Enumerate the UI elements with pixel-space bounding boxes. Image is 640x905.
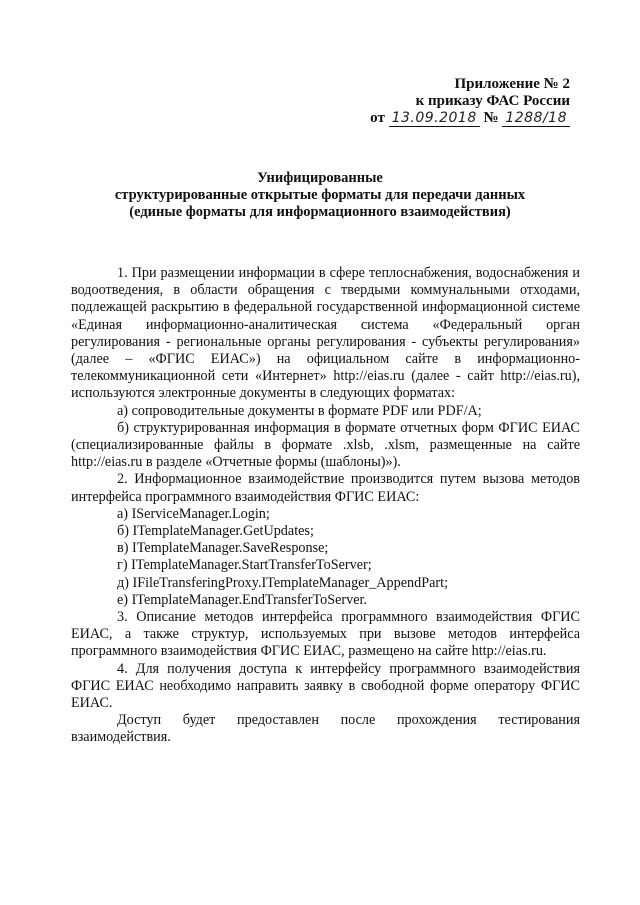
method-item: в) ITemplateManager.SaveResponse; [117, 540, 329, 557]
title-line-3: (единые форматы для информационного взаимодействия) [129, 204, 511, 220]
order-date-line [340, 110, 570, 127]
number-sign: № [483, 110, 499, 126]
method-item: б) ITemplateManager.GetUpdates; [117, 523, 314, 540]
appendix-header [340, 76, 570, 127]
method-item: г) ITemplateManager.StartTransferToServer; [117, 557, 372, 574]
document-body [71, 265, 580, 747]
order-reference: к приказу ФАС России [415, 93, 570, 109]
method-item: е) ITemplateManager.EndTransferToServer. [117, 591, 368, 608]
paragraph-1: 1. При размещении информации в сфере теплоснабжения, водоснабжения и водоотведения, в области обращения с твердыми коммунальными отходами, подлежащей раскрытию в федеральной государственной информационной системе «Единая информационно-аналитическая система «Федеральный орган регулирования - региональные органы регулирования - субъекты регулирования» (далее – «ФГИС ЕИАС») на официальном сайте в информационно-телекоммуникационной сети «Интернет» http://eias.ru (далее - сайт http://eias.ru), используются электронные документы в следующих форматах: [71, 265, 580, 402]
paragraph-1-item-a: а) сопроводительные документы в формате PDF или PDF/A; [117, 402, 482, 419]
date-prefix: от [370, 110, 385, 126]
appendix-number: Приложение № 2 [454, 76, 570, 92]
title-line-1: Унифицированные [257, 170, 383, 186]
title-line-2: структурированные открытые форматы для передачи данных [114, 187, 526, 203]
paragraph-2: 2. Информационное взаимодействие производится путем вызова методов интерфейса программного взаимодействия ФГИС ЕИАС: [71, 471, 580, 505]
paragraph-5: Доступ будет предоставлен после прохождения тестирования взаимодействия. [71, 712, 580, 746]
method-item: а) IServiceManager.Login; [117, 505, 270, 522]
method-item: д) IFileTransferingProxy.ITemplateManager_AppendPart; [117, 574, 449, 591]
document-title [80, 170, 560, 221]
paragraph-4: 4. Для получения доступа к интерфейсу программного взаимодействия ФГИС ЕИАС необходимо направить заявку в свободной форме оператору ФГИС ЕИАС. [71, 660, 580, 712]
paragraph-3: 3. Описание методов интерфейса программного взаимодействия ФГИС ЕИАС, а также структур, используемых при вызове методов интерфейса программного взаимодействия ФГИС ЕИАС, размещено на сайте http://eias.ru. [71, 609, 580, 660]
handwritten-date: 13.09.2018 [389, 111, 480, 127]
paragraph-1-item-b: б) структурированная информация в формате отчетных форм ФГИС ЕИАС (специализированные файлы в формате .xlsb, .xlsm, размещенные на сайте http://eias.ru в разделе «Отчетные формы (шаблоны)»). [71, 419, 580, 471]
handwritten-number: 1288/18 [502, 111, 570, 127]
